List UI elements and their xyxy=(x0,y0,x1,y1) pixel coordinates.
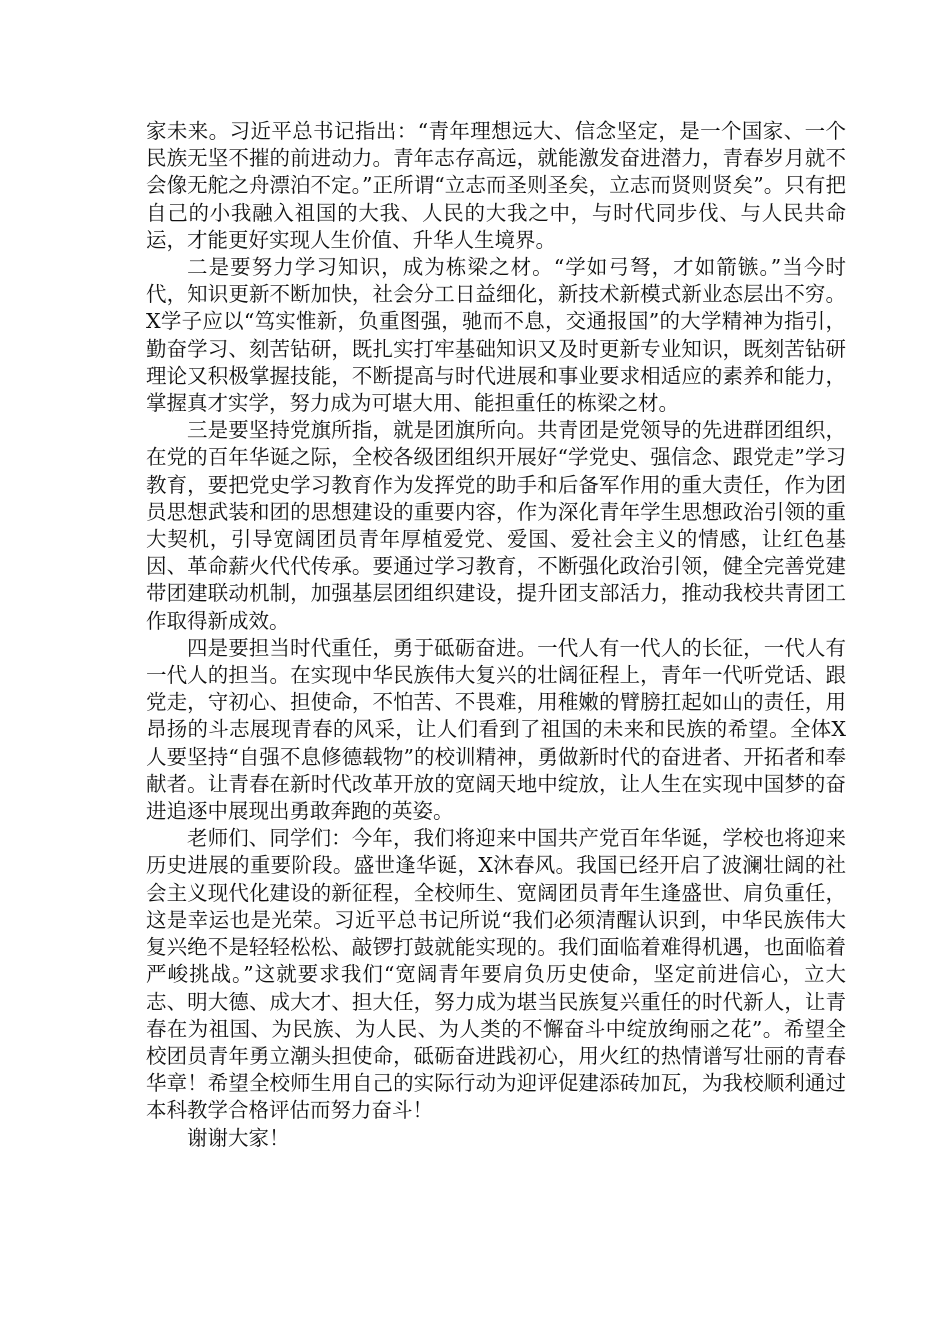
paragraph-era-responsibility: 四是要担当时代重任，勇于砥砺奋进。一代人有一代人的长征，一代人有一代人的担当。在实现中华民族伟大复兴的壮阔征程上，青年一代听党话、跟党走，守初心、担使命，不怕苦、不畏难，用稚嫩的臂膀扛起如山的责任，用昂扬的斗志展现青春的风采，让人们看到了祖国的未来和民族的希望。全体X人要坚持“自强不息修德载物”的校训精神，勇做新时代的奋进者、开拓者和奉献者。让青春在新时代改革开放的宽阔天地中绽放，让人生在实现中国梦的奋进追逐中展现出勇敢奔跑的英姿。 xyxy=(146,635,846,824)
paragraph-address-teachers-students: 老师们、同学们：今年，我们将迎来中国共产党百年华诞，学校也将迎来历史进展的重要阶段。盛世逢华诞，X沐春风。我国已经开启了波澜壮阔的社会主义现代化建设的新征程，全校师生、宽阔团员青年生逢盛世、肩负重任，这是幸运也是光荣。习近平总书记所说“我们必须清醒认识到，中华民族伟大复兴绝不是轻轻松松、敲锣打鼓就能实现的。我们面临着难得机遇，也面临着严峻挑战。”这就要求我们“宽阔青年要肩负历史使命，坚定前进信心，立大志、明大德、成大才、担大任，努力成为堪当民族复兴重任的时代新人，让青春在为祖国、为民族、为人民、为人类的不懈奋斗中绽放绚丽之花”。希望全校团员青年勇立潮头担使命，砥砺奋进践初心，用火红的热情谱写壮丽的青春华章！希望全校师生用自己的实际行动为迎评促建添砖加瓦，为我校顺利通过本科教学合格评估而努力奋斗！ xyxy=(146,826,846,1123)
paragraph-continuation: 家未来。习近平总书记指出：“青年理想远大、信念坚定，是一个国家、一个民族无坚不摧的前进动力。青年志存高远，就能激发奋进潜力，青春岁月就不会像无舵之舟漂泊不定。”正所谓“立志而圣则圣矣，立志而贤则贤矣”。只有把自己的小我融入祖国的大我、人民的大我之中，与时代同步伐、与人民共命运，才能更好实现人生价值、升华人生境界。 xyxy=(146,119,846,252)
paragraph-study-knowledge: 二是要努力学习知识，成为栋梁之材。“学如弓弩，才如箭镞。”当今时代，知识更新不断加快，社会分工日益细化，新技术新模式新业态层出不穷。X学子应以“笃实惟新，负重图强，驰而不息，交通报国”的大学精神为指引，勤奋学习、刻苦钻研，既扎实打牢基础知识又及时更新专业知识，既刻苦钻研理论又积极掌握技能，不断提高与时代进展和事业要求相适应的素养和能力，掌握真才实学，努力成为可堪大用、能担重任的栋梁之材。 xyxy=(146,255,846,416)
document-page xyxy=(146,118,846,1152)
paragraph-thanks: 谢谢大家！ xyxy=(187,1125,290,1150)
paragraph-party-flag: 三是要坚持党旗所指，就是团旗所向。共青团是党领导的先进群团组织，在党的百年华诞之际，全校各级团组织开展好“学党史、强信念、跟党走”学习教育，要把党史学习教育作为发挥党的助手和后备军作用的重大责任，作为团员思想武装和团的思想建设的重要内容，作为深化青年学生思想政治引领的重大契机，引导宽阔团员青年厚植爱党、爱国、爱社会主义的情感，让红色基因、革命薪火代代传承。要通过学习教育，不断强化政治引领，健全完善党建带团建联动机制，加强基层团组织建设，提升团支部活力，推动我校共青团工作取得新成效。 xyxy=(146,418,846,633)
